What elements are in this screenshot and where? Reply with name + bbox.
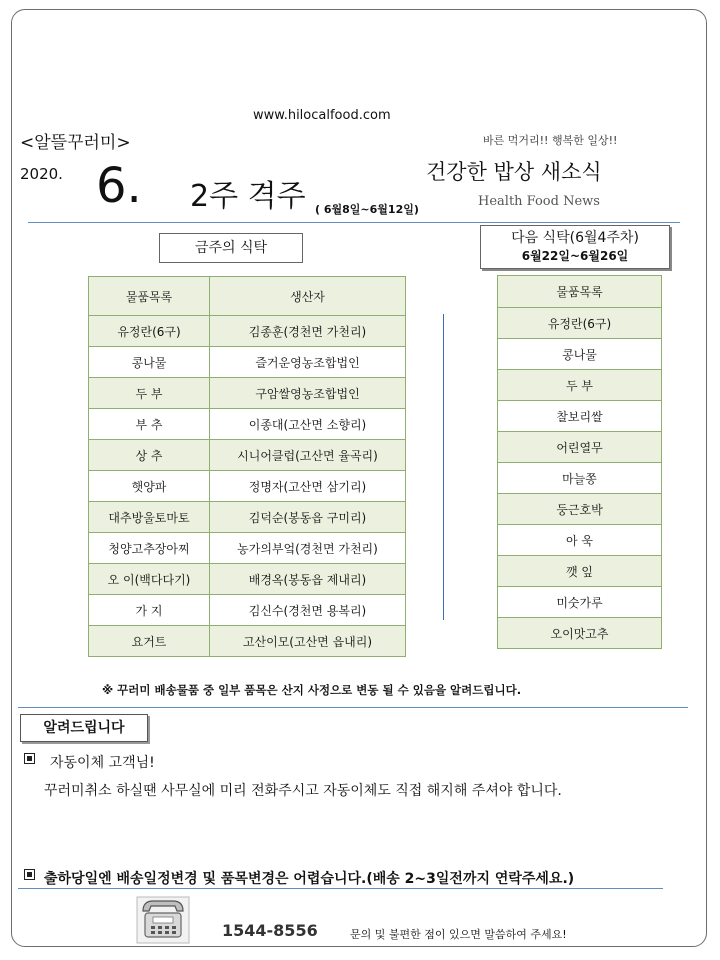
producer-cell: 농가의부엌(경천면 가천리) <box>210 533 406 564</box>
phone-number[interactable]: 1544-8556 <box>222 921 318 940</box>
item-cell: 어린열무 <box>498 432 662 463</box>
producer-cell: 김종훈(경천면 가천리) <box>210 316 406 347</box>
brand-name: <알뜰꾸러미> <box>20 133 131 153</box>
newsletter-subtitle: Health Food News <box>478 194 600 209</box>
date-range: ( 6월8일~6월12일) <box>315 203 419 216</box>
producer-cell: 시니어클럽(고산면 율곡리) <box>210 440 406 471</box>
autopay-body: 꾸러미취소 하실땐 사무실에 미리 전화주시고 자동이체도 직접 해지해 주셔야 합니다. <box>44 783 562 799</box>
issue-year: 2020. <box>20 165 63 183</box>
website-url[interactable]: www.hilocalfood.com <box>253 108 391 123</box>
table-row <box>498 308 662 339</box>
producer-cell: 이종대(고산면 소향리) <box>210 409 406 440</box>
table-row <box>89 409 406 440</box>
this-week-label: 금주의 식탁 <box>159 233 303 263</box>
item-cell: 햇양파 <box>89 471 210 502</box>
column-header: 물품목록 <box>89 277 210 316</box>
issue-month: 6. <box>96 158 142 214</box>
table-row <box>89 533 406 564</box>
slogan: 바른 먹거리!! 행복한 일상!! <box>483 134 618 147</box>
next-week-table <box>497 275 662 649</box>
this-week-table <box>88 276 406 657</box>
section-divider <box>18 707 688 708</box>
autopay-title: 자동이체 고객님! <box>50 755 155 771</box>
producer-cell: 배경옥(봉동읍 제내리) <box>210 564 406 595</box>
item-cell: 유정란(6구) <box>498 308 662 339</box>
producer-cell: 구암쌀영농조합법인 <box>210 378 406 409</box>
item-cell: 미숫가루 <box>498 587 662 618</box>
column-divider <box>443 314 444 620</box>
table-row <box>498 587 662 618</box>
table-row <box>498 432 662 463</box>
shipping-change-notice: 출하당일엔 배송일정변경 및 품목변경은 어렵습니다.(배송 2~3일전까지 연락주세요.) <box>44 871 575 887</box>
item-cell: 둥근호박 <box>498 494 662 525</box>
producer-cell: 김신수(경천면 용복리) <box>210 595 406 626</box>
item-cell: 오이맛고추 <box>498 618 662 649</box>
table-row <box>89 378 406 409</box>
item-cell: 대추방울토마토 <box>89 502 210 533</box>
item-cell: 콩나물 <box>89 347 210 378</box>
item-cell: 깻 잎 <box>498 556 662 587</box>
item-cell: 부 추 <box>89 409 210 440</box>
item-cell: 가 지 <box>89 595 210 626</box>
table-row <box>89 440 406 471</box>
table-row <box>89 471 406 502</box>
item-cell: 아 욱 <box>498 525 662 556</box>
bullet-square-icon <box>24 752 35 768</box>
table-row <box>498 525 662 556</box>
item-cell: 두 부 <box>498 370 662 401</box>
producer-cell: 김덕순(봉동읍 구미리) <box>210 502 406 533</box>
item-cell: 마늘쫑 <box>498 463 662 494</box>
item-cell: 콩나물 <box>498 339 662 370</box>
producer-cell: 고산이모(고산면 읍내리) <box>210 626 406 657</box>
next-week-dates: 6월22일~6월26일 <box>521 249 629 263</box>
producer-cell: 정명자(고산면 삼기리) <box>210 471 406 502</box>
producer-cell: 즐거운영농조합법인 <box>210 347 406 378</box>
item-cell: 두 부 <box>89 378 210 409</box>
table-row <box>89 347 406 378</box>
item-cell: 유정란(6구) <box>89 316 210 347</box>
phone-fax-icon <box>135 895 191 945</box>
substitution-notice: ※ 꾸러미 배송물품 중 일부 품목은 산지 사정으로 변동 될 수 있음을 알려드립니다. <box>102 683 522 697</box>
next-week-title: 다음 식탁(6월4주차) <box>511 230 639 246</box>
item-cell: 요거트 <box>89 626 210 657</box>
table-row <box>89 564 406 595</box>
header-divider <box>28 222 680 223</box>
contact-note: 문의 및 불편한 점이 있으면 말씀하여 주세요! <box>350 928 567 941</box>
table-row <box>498 494 662 525</box>
item-cell: 청양고추장아찌 <box>89 533 210 564</box>
column-header: 생산자 <box>210 277 406 316</box>
table-row <box>89 595 406 626</box>
table-row <box>498 339 662 370</box>
column-header: 물품목록 <box>498 276 662 308</box>
issue-week: 2주 격주 <box>190 179 306 214</box>
table-row <box>498 370 662 401</box>
table-row <box>89 626 406 657</box>
next-week-label <box>480 225 670 269</box>
table-row <box>498 618 662 649</box>
item-cell: 상 추 <box>89 440 210 471</box>
table-row <box>498 463 662 494</box>
footer-divider <box>18 888 663 889</box>
table-row <box>498 401 662 432</box>
table-row <box>89 316 406 347</box>
newsletter-title: 건강한 밥상 새소식 <box>426 160 602 184</box>
table-row <box>498 556 662 587</box>
table-row <box>89 502 406 533</box>
announcements-heading: 알려드립니다 <box>20 714 148 742</box>
item-cell: 찰보리쌀 <box>498 401 662 432</box>
bullet-square-icon <box>24 868 35 884</box>
item-cell: 오 이(백다다기) <box>89 564 210 595</box>
